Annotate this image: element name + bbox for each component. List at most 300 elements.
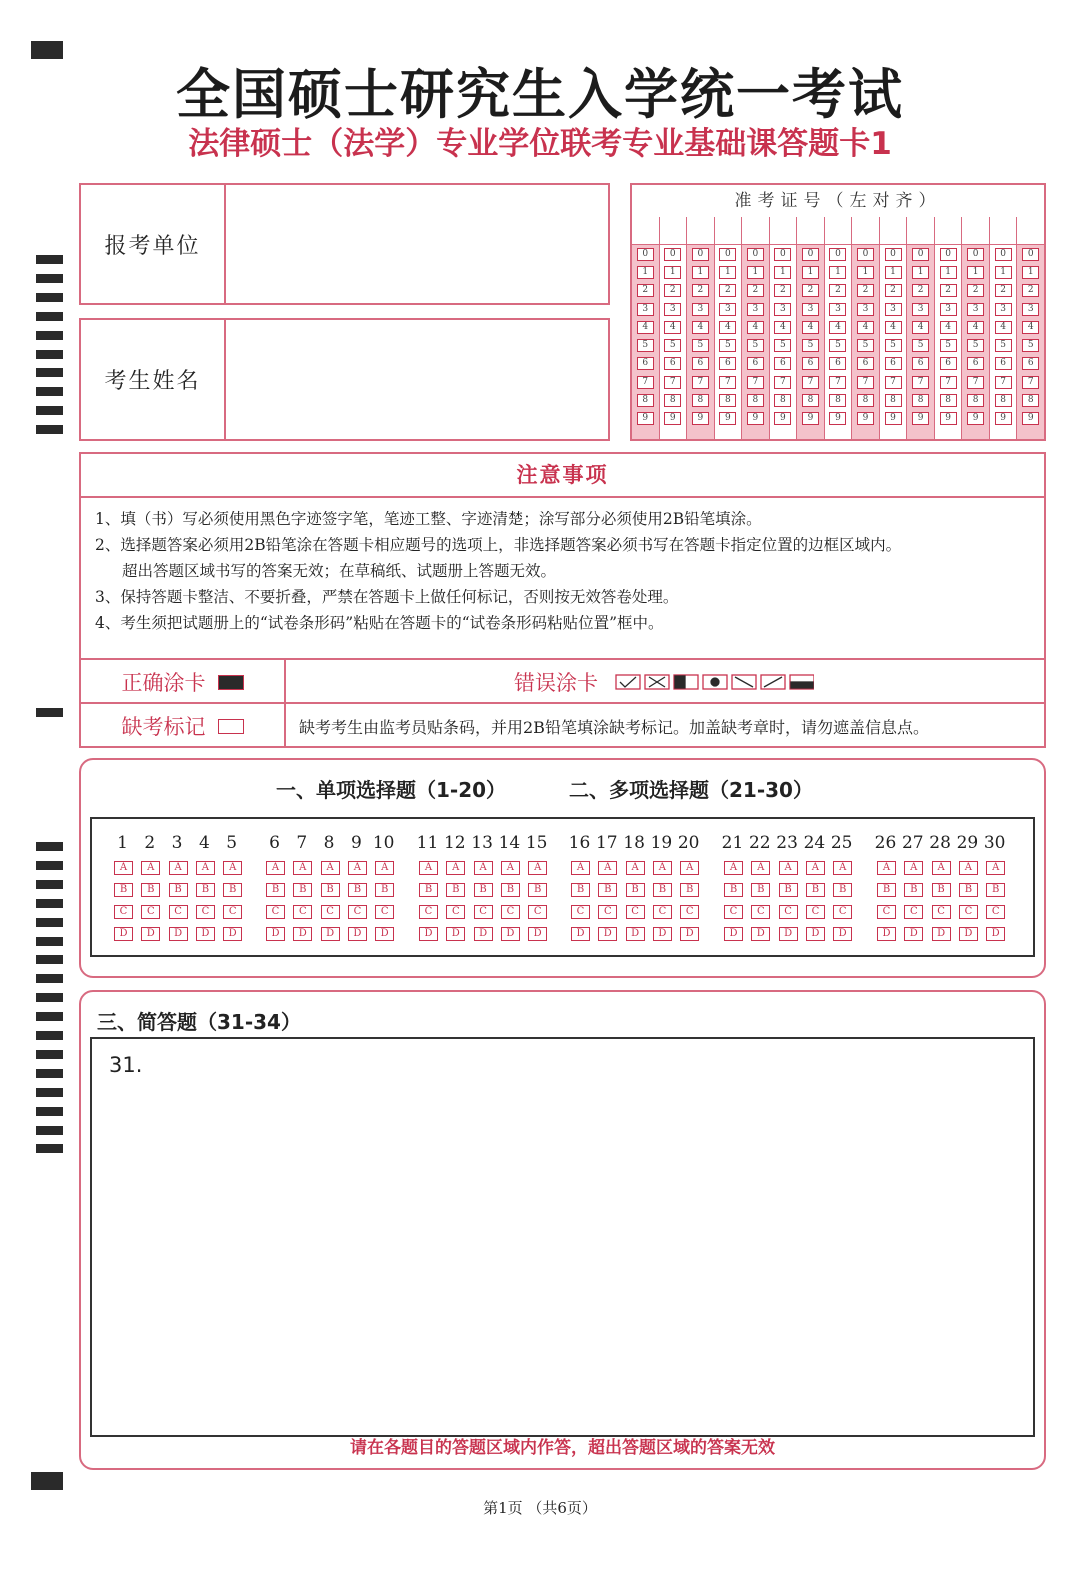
exam-id-digit-bubble[interactable]: 1: [912, 266, 929, 279]
exam-id-digit-bubble[interactable]: 4: [885, 321, 902, 334]
exam-id-digit-bubble[interactable]: 4: [802, 321, 819, 334]
option-bubble-a[interactable]: A: [779, 861, 798, 875]
option-bubble-a[interactable]: A: [751, 861, 770, 875]
option-bubble-a[interactable]: A: [223, 861, 242, 875]
unit-field-box[interactable]: [79, 183, 610, 305]
option-bubble-b[interactable]: B: [904, 883, 923, 897]
exam-id-digit-bubble[interactable]: 5: [829, 339, 846, 352]
exam-id-digit-bubble[interactable]: 3: [747, 303, 764, 316]
exam-id-digit-bubble[interactable]: 6: [719, 357, 736, 370]
exam-id-digit-bubble[interactable]: 2: [940, 284, 957, 297]
exam-id-digit-bubble[interactable]: 9: [664, 412, 681, 425]
exam-id-digit-bubble[interactable]: 9: [719, 412, 736, 425]
option-bubble-b[interactable]: B: [293, 883, 312, 897]
exam-id-write-cell[interactable]: [687, 217, 714, 245]
option-bubble-a[interactable]: A: [904, 861, 923, 875]
exam-id-digit-bubble[interactable]: 6: [747, 357, 764, 370]
option-bubble-d[interactable]: D: [348, 927, 367, 941]
exam-id-digit-bubble[interactable]: 9: [774, 412, 791, 425]
exam-id-write-cell[interactable]: [852, 217, 879, 245]
exam-id-digit-bubble[interactable]: 9: [802, 412, 819, 425]
exam-id-digit-bubble[interactable]: 5: [802, 339, 819, 352]
absent-bubble[interactable]: [218, 719, 244, 734]
option-bubble-b[interactable]: B: [321, 883, 340, 897]
option-bubble-c[interactable]: C: [348, 905, 367, 919]
option-bubble-d[interactable]: D: [833, 927, 852, 941]
exam-id-digit-bubble[interactable]: 2: [967, 284, 984, 297]
exam-id-digit-bubble[interactable]: 6: [995, 357, 1012, 370]
exam-id-digit-bubble[interactable]: 3: [967, 303, 984, 316]
exam-id-digit-bubble[interactable]: 4: [995, 321, 1012, 334]
exam-id-digit-bubble[interactable]: 2: [995, 284, 1012, 297]
exam-id-digit-bubble[interactable]: 9: [885, 412, 902, 425]
option-bubble-d[interactable]: D: [932, 927, 951, 941]
option-bubble-b[interactable]: B: [680, 883, 699, 897]
exam-id-digit-bubble[interactable]: 3: [829, 303, 846, 316]
exam-id-digit-bubble[interactable]: 8: [1022, 394, 1039, 407]
exam-id-digit-bubble[interactable]: 7: [1022, 376, 1039, 389]
option-bubble-c[interactable]: C: [474, 905, 493, 919]
exam-id-write-cell[interactable]: [1017, 217, 1044, 245]
exam-id-digit-bubble[interactable]: 2: [774, 284, 791, 297]
option-bubble-a[interactable]: A: [375, 861, 394, 875]
exam-id-digit-bubble[interactable]: 2: [802, 284, 819, 297]
exam-id-digit-bubble[interactable]: 3: [774, 303, 791, 316]
exam-id-digit-bubble[interactable]: 2: [747, 284, 764, 297]
exam-id-digit-bubble[interactable]: 0: [1022, 248, 1039, 261]
option-bubble-a[interactable]: A: [571, 861, 590, 875]
option-bubble-d[interactable]: D: [169, 927, 188, 941]
exam-id-digit-bubble[interactable]: 6: [692, 357, 709, 370]
option-bubble-c[interactable]: C: [959, 905, 978, 919]
exam-id-digit-bubble[interactable]: 7: [802, 376, 819, 389]
option-bubble-a[interactable]: A: [598, 861, 617, 875]
option-bubble-c[interactable]: C: [223, 905, 242, 919]
exam-id-digit-bubble[interactable]: 1: [637, 266, 654, 279]
option-bubble-c[interactable]: C: [266, 905, 285, 919]
option-bubble-b[interactable]: B: [419, 883, 438, 897]
exam-id-digit-bubble[interactable]: 5: [664, 339, 681, 352]
option-bubble-a[interactable]: A: [959, 861, 978, 875]
option-bubble-c[interactable]: C: [114, 905, 133, 919]
exam-id-digit-bubble[interactable]: 5: [747, 339, 764, 352]
option-bubble-b[interactable]: B: [196, 883, 215, 897]
exam-id-digit-bubble[interactable]: 8: [802, 394, 819, 407]
option-bubble-a[interactable]: A: [141, 861, 160, 875]
exam-id-digit-bubble[interactable]: 8: [719, 394, 736, 407]
exam-id-digit-bubble[interactable]: 1: [995, 266, 1012, 279]
exam-id-digit-bubble[interactable]: 6: [829, 357, 846, 370]
exam-id-digit-row: [687, 245, 714, 263]
exam-id-digit-bubble[interactable]: 5: [857, 339, 874, 352]
exam-id-digit-row: [990, 300, 1017, 318]
exam-id-digit-bubble[interactable]: 8: [967, 394, 984, 407]
option-bubble-b[interactable]: B: [223, 883, 242, 897]
exam-id-digit-bubble[interactable]: 6: [885, 357, 902, 370]
exam-id-digit-bubble[interactable]: 0: [885, 248, 902, 261]
exam-id-digit-bubble[interactable]: 8: [885, 394, 902, 407]
exam-id-digit-bubble[interactable]: 7: [857, 376, 874, 389]
exam-id-digit-bubble[interactable]: 5: [940, 339, 957, 352]
exam-id-digit-bubble[interactable]: 0: [747, 248, 764, 261]
exam-id-write-cell[interactable]: [770, 217, 797, 245]
exam-id-digit-bubble[interactable]: 6: [774, 357, 791, 370]
option-bubble-b[interactable]: B: [986, 883, 1005, 897]
option-bubble-b[interactable]: B: [141, 883, 160, 897]
exam-id-digit-row: [880, 355, 907, 373]
exam-id-digit-bubble[interactable]: 0: [967, 248, 984, 261]
exam-id-digit-bubble[interactable]: 0: [664, 248, 681, 261]
exam-id-write-cell[interactable]: [797, 217, 824, 245]
exam-id-digit-bubble[interactable]: 2: [1022, 284, 1039, 297]
option-bubble-b[interactable]: B: [348, 883, 367, 897]
exam-id-digit-bubble[interactable]: 1: [1022, 266, 1039, 279]
exam-id-digit-bubble[interactable]: 8: [692, 394, 709, 407]
option-bubble-c[interactable]: C: [141, 905, 160, 919]
exam-id-digit-bubble[interactable]: 7: [885, 376, 902, 389]
option-bubble-a[interactable]: A: [266, 861, 285, 875]
option-bubble-c[interactable]: C: [779, 905, 798, 919]
exam-id-digit-bubble[interactable]: 8: [995, 394, 1012, 407]
exam-id-digit-bubble[interactable]: 5: [967, 339, 984, 352]
name-field-box[interactable]: [79, 318, 610, 441]
option-bubble-a[interactable]: A: [446, 861, 465, 875]
option-bubble-d[interactable]: D: [114, 927, 133, 941]
exam-id-digit-bubble[interactable]: 4: [747, 321, 764, 334]
option-bubble-c[interactable]: C: [986, 905, 1005, 919]
option-bubble-c[interactable]: C: [293, 905, 312, 919]
exam-id-digit-bubble[interactable]: 8: [857, 394, 874, 407]
exam-id-digit-bubble[interactable]: 2: [637, 284, 654, 297]
exam-id-digit-bubble[interactable]: 2: [857, 284, 874, 297]
exam-id-digit-bubble[interactable]: 6: [637, 357, 654, 370]
exam-id-digit-bubble[interactable]: 9: [747, 412, 764, 425]
option-bubble-d[interactable]: D: [877, 927, 896, 941]
option-bubble-d[interactable]: D: [571, 927, 590, 941]
exam-id-write-cell[interactable]: [660, 217, 687, 245]
option-bubble-a[interactable]: A: [877, 861, 896, 875]
exam-id-digit-bubble[interactable]: 7: [692, 376, 709, 389]
exam-id-digit-bubble[interactable]: 5: [885, 339, 902, 352]
exam-id-digit-bubble[interactable]: 3: [1022, 303, 1039, 316]
exam-id-digit-bubble[interactable]: 1: [692, 266, 709, 279]
option-bubble-b[interactable]: B: [959, 883, 978, 897]
option-bubble-a[interactable]: A: [321, 861, 340, 875]
exam-id-digit-bubble[interactable]: 8: [664, 394, 681, 407]
exam-id-digit-bubble[interactable]: 0: [637, 248, 654, 261]
exam-id-digit-bubble[interactable]: 5: [719, 339, 736, 352]
exam-id-digit-bubble[interactable]: 1: [719, 266, 736, 279]
exam-id-digit-bubble[interactable]: 1: [747, 266, 764, 279]
exam-id-digit-bubble[interactable]: 5: [692, 339, 709, 352]
option-bubble-b[interactable]: B: [653, 883, 672, 897]
option-bubble-b[interactable]: B: [877, 883, 896, 897]
exam-id-digit-bubble[interactable]: 4: [857, 321, 874, 334]
option-bubble-d[interactable]: D: [196, 927, 215, 941]
option-bubble-a[interactable]: A: [986, 861, 1005, 875]
option-bubble-d[interactable]: D: [724, 927, 743, 941]
option-bubble-d[interactable]: D: [904, 927, 923, 941]
choice-grid[interactable]: [90, 817, 1035, 957]
option-bubble-a[interactable]: A: [196, 861, 215, 875]
exam-id-write-cell[interactable]: [715, 217, 742, 245]
option-bubble-c[interactable]: C: [806, 905, 825, 919]
exam-id-digit-bubble[interactable]: 0: [912, 248, 929, 261]
option-bubble-d[interactable]: D: [959, 927, 978, 941]
option-bubble-c[interactable]: C: [598, 905, 617, 919]
option-bubble-b[interactable]: B: [833, 883, 852, 897]
option-bubble-d[interactable]: D: [806, 927, 825, 941]
option-bubble-a[interactable]: A: [348, 861, 367, 875]
option-bubble-a[interactable]: A: [501, 861, 520, 875]
option-bubble-a[interactable]: A: [932, 861, 951, 875]
option-bubble-a[interactable]: A: [419, 861, 438, 875]
option-bubble-a[interactable]: A: [653, 861, 672, 875]
exam-id-digit-bubble[interactable]: 7: [995, 376, 1012, 389]
exam-id-digit-row: [1017, 245, 1044, 263]
exam-id-digit-bubble[interactable]: 3: [995, 303, 1012, 316]
exam-id-digit-bubble[interactable]: 8: [912, 394, 929, 407]
option-bubble-d[interactable]: D: [474, 927, 493, 941]
exam-id-digit-bubble[interactable]: 8: [637, 394, 654, 407]
option-bubble-a[interactable]: A: [474, 861, 493, 875]
option-bubble-b[interactable]: B: [779, 883, 798, 897]
exam-id-digit-bubble[interactable]: 1: [967, 266, 984, 279]
option-bubble-d[interactable]: D: [293, 927, 312, 941]
exam-id-digit-bubble[interactable]: 8: [747, 394, 764, 407]
exam-id-digit-bubble[interactable]: 4: [829, 321, 846, 334]
exam-id-digit-bubble[interactable]: 6: [857, 357, 874, 370]
exam-id-digit-bubble[interactable]: 1: [802, 266, 819, 279]
option-bubble-c[interactable]: C: [680, 905, 699, 919]
exam-id-digit-bubble[interactable]: 5: [637, 339, 654, 352]
option-bubble-d[interactable]: D: [751, 927, 770, 941]
option-bubble-b[interactable]: B: [626, 883, 645, 897]
exam-id-digit-bubble[interactable]: 2: [664, 284, 681, 297]
exam-id-digit-row: [990, 391, 1017, 409]
option-bubble-c[interactable]: C: [446, 905, 465, 919]
option-bubble-a[interactable]: A: [626, 861, 645, 875]
option-bubble-d[interactable]: D: [141, 927, 160, 941]
exam-id-digit-bubble[interactable]: 3: [802, 303, 819, 316]
option-bubble-b[interactable]: B: [751, 883, 770, 897]
exam-id-digit-bubble[interactable]: 7: [719, 376, 736, 389]
exam-id-digit-bubble[interactable]: 4: [664, 321, 681, 334]
option-bubble-d[interactable]: D: [598, 927, 617, 941]
exam-id-digit-bubble[interactable]: 5: [1022, 339, 1039, 352]
exam-id-digit-bubble[interactable]: 0: [857, 248, 874, 261]
option-bubble-b[interactable]: B: [571, 883, 590, 897]
answer-area[interactable]: [90, 1037, 1035, 1437]
exam-id-digit-bubble[interactable]: 2: [719, 284, 736, 297]
exam-id-digit-bubble[interactable]: 9: [995, 412, 1012, 425]
exam-id-digit-bubble[interactable]: 3: [664, 303, 681, 316]
option-bubble-b[interactable]: B: [474, 883, 493, 897]
exam-id-digit-bubble[interactable]: 7: [829, 376, 846, 389]
option-bubble-c[interactable]: C: [501, 905, 520, 919]
option-bubble-b[interactable]: B: [724, 883, 743, 897]
option-bubble-a[interactable]: A: [293, 861, 312, 875]
option-bubble-d[interactable]: D: [626, 927, 645, 941]
exam-id-digit-bubble[interactable]: 7: [967, 376, 984, 389]
option-bubble-a[interactable]: A: [169, 861, 188, 875]
option-bubble-c[interactable]: C: [169, 905, 188, 919]
option-bubble-c[interactable]: C: [528, 905, 547, 919]
exam-id-digit-bubble[interactable]: 8: [940, 394, 957, 407]
option-bubble-c[interactable]: C: [751, 905, 770, 919]
exam-id-digit-bubble[interactable]: 9: [912, 412, 929, 425]
exam-id-digit-bubble[interactable]: 1: [829, 266, 846, 279]
exam-id-digit-bubble[interactable]: 6: [940, 357, 957, 370]
option-bubble-c[interactable]: C: [321, 905, 340, 919]
exam-id-digit-bubble[interactable]: 3: [857, 303, 874, 316]
exam-id-digit-bubble[interactable]: 0: [829, 248, 846, 261]
exam-id-digit-bubble[interactable]: 9: [637, 412, 654, 425]
option-bubble-d[interactable]: D: [223, 927, 242, 941]
exam-id-digit-bubble[interactable]: 3: [885, 303, 902, 316]
exam-id-digit-bubble[interactable]: 2: [692, 284, 709, 297]
exam-id-digit-bubble[interactable]: 8: [774, 394, 791, 407]
exam-id-digit-bubble[interactable]: 0: [719, 248, 736, 261]
option-bubble-d[interactable]: D: [446, 927, 465, 941]
exam-id-write-cell[interactable]: [962, 217, 989, 245]
option-bubble-b[interactable]: B: [375, 883, 394, 897]
timing-mark: [36, 993, 63, 1002]
exam-id-digit-bubble[interactable]: 0: [802, 248, 819, 261]
option-bubble-d[interactable]: D: [419, 927, 438, 941]
answer-area-warning: 请在各题目的答题区域内作答，超出答题区域的答案无效: [350, 1438, 775, 1458]
exam-id-digit-bubble[interactable]: 9: [857, 412, 874, 425]
option-bubble-b[interactable]: B: [932, 883, 951, 897]
exam-id-write-cell[interactable]: [880, 217, 907, 245]
option-bubble-a[interactable]: A: [114, 861, 133, 875]
option-bubble-b[interactable]: B: [528, 883, 547, 897]
exam-id-digit-bubble[interactable]: 9: [692, 412, 709, 425]
exam-id-digit-bubble[interactable]: 7: [940, 376, 957, 389]
exam-id-digit-bubble[interactable]: 2: [885, 284, 902, 297]
exam-id-digit-bubble[interactable]: 4: [940, 321, 957, 334]
exam-id-digit-bubble[interactable]: 4: [912, 321, 929, 334]
option-bubble-c[interactable]: C: [626, 905, 645, 919]
option-bubble-c[interactable]: C: [375, 905, 394, 919]
exam-id-digit-bubble[interactable]: 0: [940, 248, 957, 261]
option-bubble-c[interactable]: C: [932, 905, 951, 919]
option-bubble-b[interactable]: B: [446, 883, 465, 897]
option-bubble-a[interactable]: A: [806, 861, 825, 875]
exam-id-digit-bubble[interactable]: 3: [692, 303, 709, 316]
option-bubble-d[interactable]: D: [321, 927, 340, 941]
exam-id-digit-bubble[interactable]: 1: [857, 266, 874, 279]
exam-id-digit-bubble[interactable]: 4: [637, 321, 654, 334]
exam-id-write-cell[interactable]: [742, 217, 769, 245]
exam-id-digit-bubble[interactable]: 4: [1022, 321, 1039, 334]
option-bubble-d[interactable]: D: [266, 927, 285, 941]
exam-id-digit-bubble[interactable]: 6: [967, 357, 984, 370]
option-bubble-d[interactable]: D: [653, 927, 672, 941]
option-bubble-b[interactable]: B: [266, 883, 285, 897]
option-bubble-c[interactable]: C: [419, 905, 438, 919]
exam-id-digit-bubble[interactable]: 7: [664, 376, 681, 389]
option-bubble-c[interactable]: C: [196, 905, 215, 919]
option-bubble-d[interactable]: D: [375, 927, 394, 941]
option-bubble-d[interactable]: D: [528, 927, 547, 941]
exam-id-digit-bubble[interactable]: 0: [692, 248, 709, 261]
exam-id-digit-bubble[interactable]: 5: [912, 339, 929, 352]
absent-mark[interactable]: [81, 704, 286, 748]
exam-id-digit-bubble[interactable]: 5: [774, 339, 791, 352]
exam-id-digit-bubble[interactable]: 6: [1022, 357, 1039, 370]
exam-id-write-cell[interactable]: [907, 217, 934, 245]
exam-id-digit-bubble[interactable]: 6: [664, 357, 681, 370]
exam-id-write-cell[interactable]: [632, 217, 659, 245]
exam-id-digit-bubble[interactable]: 1: [885, 266, 902, 279]
option-bubble-d[interactable]: D: [779, 927, 798, 941]
exam-id-grid[interactable]: [630, 183, 1046, 441]
exam-id-digit-bubble[interactable]: 9: [967, 412, 984, 425]
exam-id-digit-bubble[interactable]: 9: [829, 412, 846, 425]
option-bubble-b[interactable]: B: [806, 883, 825, 897]
exam-id-write-cell[interactable]: [990, 217, 1017, 245]
exam-id-digit-bubble[interactable]: 4: [967, 321, 984, 334]
exam-id-write-cell[interactable]: [935, 217, 962, 245]
exam-id-digit-bubble[interactable]: 2: [912, 284, 929, 297]
option-bubble-a[interactable]: A: [528, 861, 547, 875]
exam-id-digit-bubble[interactable]: 6: [802, 357, 819, 370]
option-bubble-d[interactable]: D: [986, 927, 1005, 941]
exam-id-write-cell[interactable]: [825, 217, 852, 245]
exam-id-digit-bubble[interactable]: 3: [637, 303, 654, 316]
option-bubble-c[interactable]: C: [904, 905, 923, 919]
exam-id-digit-bubble[interactable]: 7: [747, 376, 764, 389]
option-bubble-d[interactable]: D: [501, 927, 520, 941]
option-bubble-d[interactable]: D: [680, 927, 699, 941]
exam-id-digit-bubble[interactable]: 7: [637, 376, 654, 389]
exam-id-digit-bubble[interactable]: 4: [719, 321, 736, 334]
exam-id-digit-bubble[interactable]: 3: [940, 303, 957, 316]
option-bubble-b[interactable]: B: [169, 883, 188, 897]
exam-id-digit-bubble[interactable]: 1: [664, 266, 681, 279]
exam-id-digit-bubble[interactable]: 7: [774, 376, 791, 389]
option-bubble-a[interactable]: A: [833, 861, 852, 875]
option-bubble-c[interactable]: C: [653, 905, 672, 919]
option-bubble-b[interactable]: B: [501, 883, 520, 897]
option-bubble-c[interactable]: C: [833, 905, 852, 919]
exam-id-digit-bubble[interactable]: 6: [912, 357, 929, 370]
option-bubble-b[interactable]: B: [114, 883, 133, 897]
option-bubble-b[interactable]: B: [598, 883, 617, 897]
exam-id-digit-bubble[interactable]: 9: [940, 412, 957, 425]
exam-id-digit-bubble[interactable]: 4: [692, 321, 709, 334]
exam-id-digit-bubble[interactable]: 5: [995, 339, 1012, 352]
option-bubble-a[interactable]: A: [724, 861, 743, 875]
exam-id-digit-bubble[interactable]: 0: [995, 248, 1012, 261]
option-bubble-c[interactable]: C: [877, 905, 896, 919]
exam-id-digit-bubble[interactable]: 0: [774, 248, 791, 261]
exam-id-digit-bubble[interactable]: 7: [912, 376, 929, 389]
exam-id-digit-bubble[interactable]: 4: [774, 321, 791, 334]
exam-id-digit-bubble[interactable]: 3: [719, 303, 736, 316]
option-bubble-a[interactable]: A: [680, 861, 699, 875]
option-bubble-c[interactable]: C: [571, 905, 590, 919]
exam-id-digit-bubble[interactable]: 3: [912, 303, 929, 316]
option-bubble-c[interactable]: C: [724, 905, 743, 919]
exam-id-digit-bubble[interactable]: 1: [774, 266, 791, 279]
exam-id-digit-bubble[interactable]: 1: [940, 266, 957, 279]
exam-id-digit-bubble[interactable]: 9: [1022, 412, 1039, 425]
absent-label: 缺考标记: [121, 715, 206, 739]
exam-id-digit-bubble[interactable]: 8: [829, 394, 846, 407]
exam-id-digit-bubble[interactable]: 2: [829, 284, 846, 297]
